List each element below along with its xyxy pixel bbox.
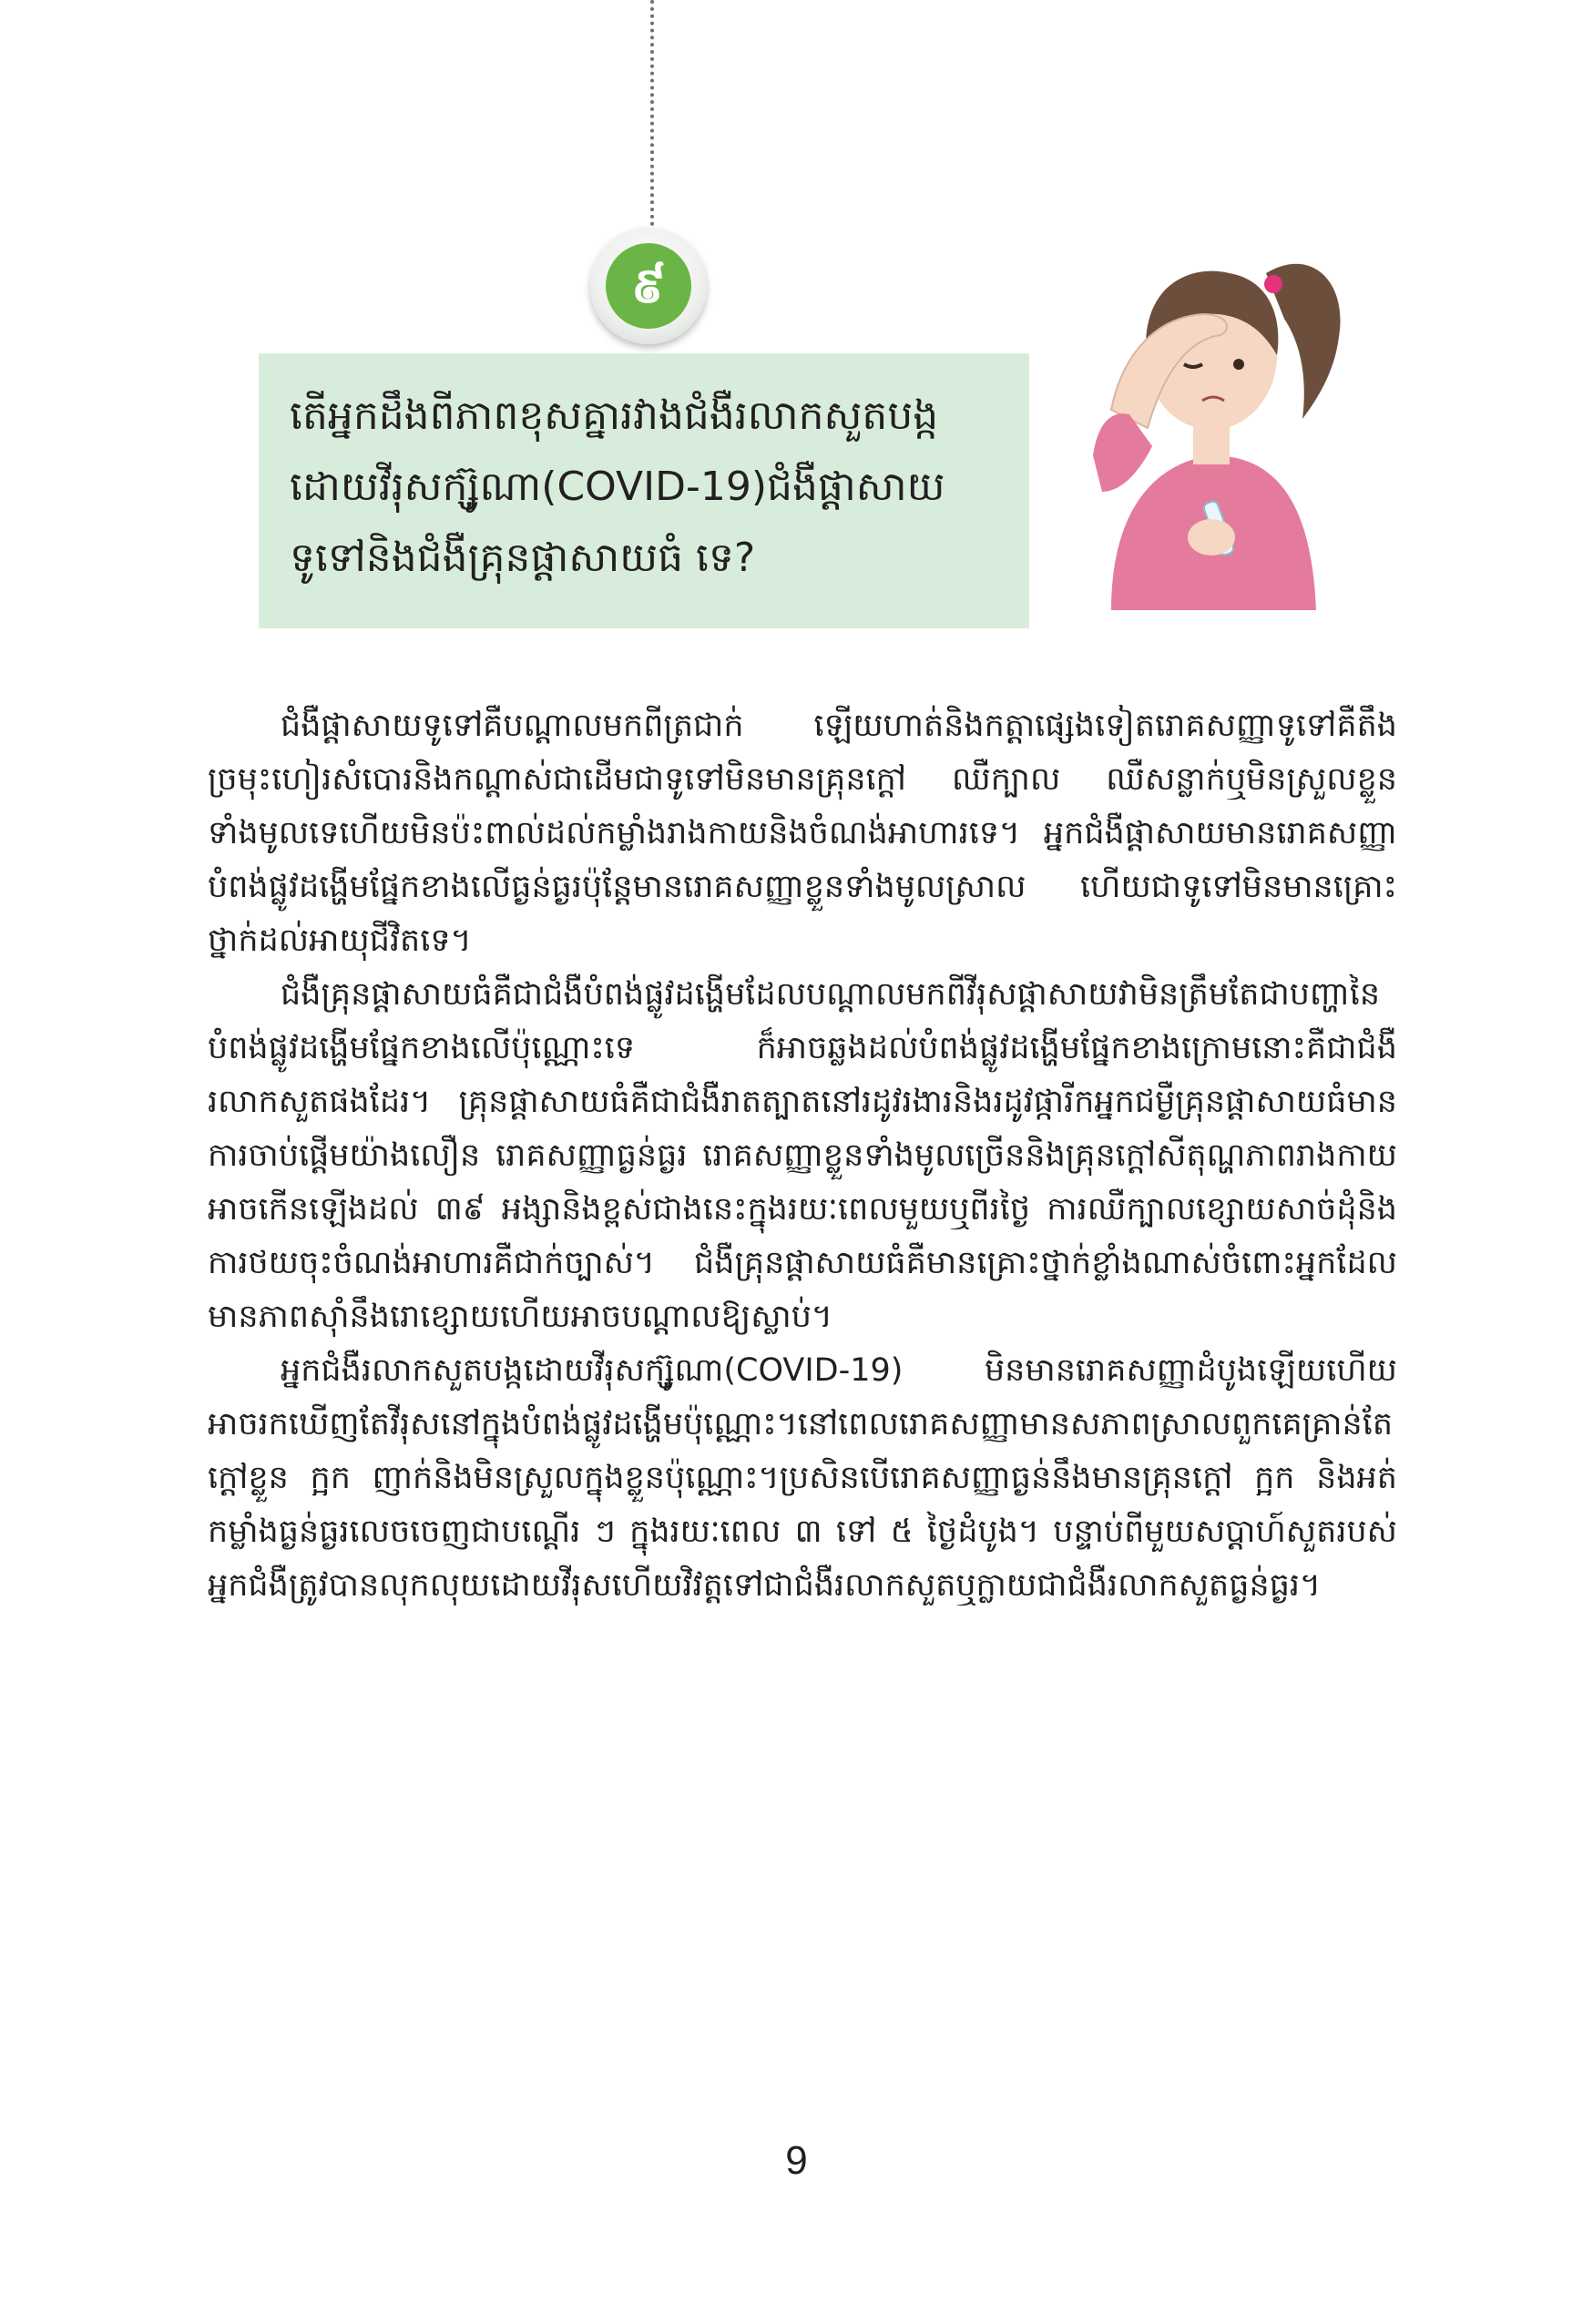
paragraph-influenza: ជំងឺគ្រុនផ្តាសាយធំគឺជាជំងឺបំពង់ផ្លូវដង្ហើមដែលបណ្តាលមកពីវីរុសផ្តាសាយវាមិនត្រឹមតែជាបញ្ហានៃបំពង់ផ្លូវដង្ហើមផ្នែកខាងលើប៉ុណ្ណោះទេ ក៏អាចឆ្លងដល់បំពង់ផ្លូវដង្ហើមផ្នែកខាងក្រោមនោះគឺជាជំងឺរលាកសួតផងដែរ។ គ្រុនផ្តាសាយធំគឺជាជំងឺរាតត្បាតនៅរដូវរងារនិងរដូវផ្ការីកអ្នកជម្ងឺគ្រុនផ្តាសាយធំមានការចាប់ផ្តើមយ៉ាងលឿន រោគសញ្ញាធ្ងន់ធ្ងរ រោគសញ្ញាខ្លួនទាំងមូលច្រើននិងគ្រុនក្តៅសីតុណ្ហភាពរាងកាយអាចកើនឡើងដល់ ៣៩ អង្សានិងខ្ពស់ជាងនេះក្នុងរយៈពេលមួយឬពីរថ្ងៃ ការឈឺក្បាលខ្សោយសាច់ដុំនិងការថយចុះចំណង់អាហារគឺជាក់ច្បាស់។ ជំងឺគ្រុនផ្តាសាយធំគឺមានគ្រោះថ្នាក់ខ្លាំងណាស់ចំពោះអ្នកដែលមានភាពស៊ាំនឹងរោខ្សោយហើយអាចបណ្តាលឱ្យស្លាប់។ — [208, 976, 1397, 1335]
question-number-badge — [590, 228, 707, 344]
woman-headache-thermometer-illustration — [1075, 228, 1348, 610]
question-number: ៩ — [606, 243, 691, 329]
body-text — [208, 699, 1397, 1613]
question-box — [259, 353, 1029, 628]
dotted-connector-line — [650, 0, 654, 226]
paragraph-common-cold: ជំងឺផ្តាសាយទូទៅគឺបណ្តាលមកពីត្រជាក់ ឡើយហាត់និងកត្តាផ្សេងទៀតរោគសញ្ញាទូទៅគឺតឹងច្រមុះហៀរសំបោរនិងកណ្តាស់ជាដើមជាទូទៅមិនមានគ្រុនក្តៅ ឈឺក្បាល ឈឺសន្លាក់ឬមិនស្រួលខ្លួនទាំងមូលទេហើយមិនប៉ះពាល់ដល់កម្លាំងរាងកាយនិងចំណង់អាហារទេ។ អ្នកជំងឺផ្តាសាយមានរោគសញ្ញាបំពង់ផ្លូវដង្ហើមផ្នែកខាងលើធ្ងន់ធ្ងរប៉ុន្តែមានរោគសញ្ញាខ្លួនទាំងមូលស្រាល ហើយជាទូទៅមិនមានគ្រោះថ្នាក់ដល់អាយុជីវិតទេ។ — [208, 708, 1397, 959]
paragraph-covid19: អ្នកជំងឺរលាកសួតបង្កដោយវីរុសក្ស៊ូណា(COVID-19) មិនមានរោគសញ្ញាដំបូងឡើយហើយអាចរកឃើញតែវីរុសនៅក្នុងបំពង់ផ្លូវដង្ហើមប៉ុណ្ណោះ។នៅពេលរោគសញ្ញាមានសភាពស្រាលពួកគេគ្រាន់តែក្តៅខ្លួន ក្អក ញាក់និងមិនស្រួលក្នុងខ្លួនប៉ុណ្ណោះ។ប្រសិនបើរោគសញ្ញាធ្ងន់នឹងមានគ្រុនក្តៅ ក្អក និងអត់កម្លាំងធ្ងន់ធ្ងរលេចចេញជាបណ្តើរ ៗ ក្នុងរយៈពេល ៣ ទៅ ៥ ថ្ងៃដំបូង។ បន្ទាប់ពីមួយសប្តាហ៍សួតរបស់អ្នកជំងឺត្រូវបានលុកលុយដោយវីរុសហើយវិវត្តទៅជាជំងឺរលាកសួតឬក្លាយជាជំងឺរលាកសួតធ្ងន់ធ្ងរ។ — [208, 1352, 1397, 1604]
page-number: 9 — [785, 2138, 808, 2183]
question-title: តើអ្នកដឹងពីភាពខុសគ្នារវាងជំងឺរលាកសួតបង្កដោយវីរុសក្ស៊ូណា(COVID-19)ជំងឺផ្តាសាយទូទៅនិងជំងឺគ្រុនផ្តាសាយធំ ទេ? — [290, 392, 945, 581]
